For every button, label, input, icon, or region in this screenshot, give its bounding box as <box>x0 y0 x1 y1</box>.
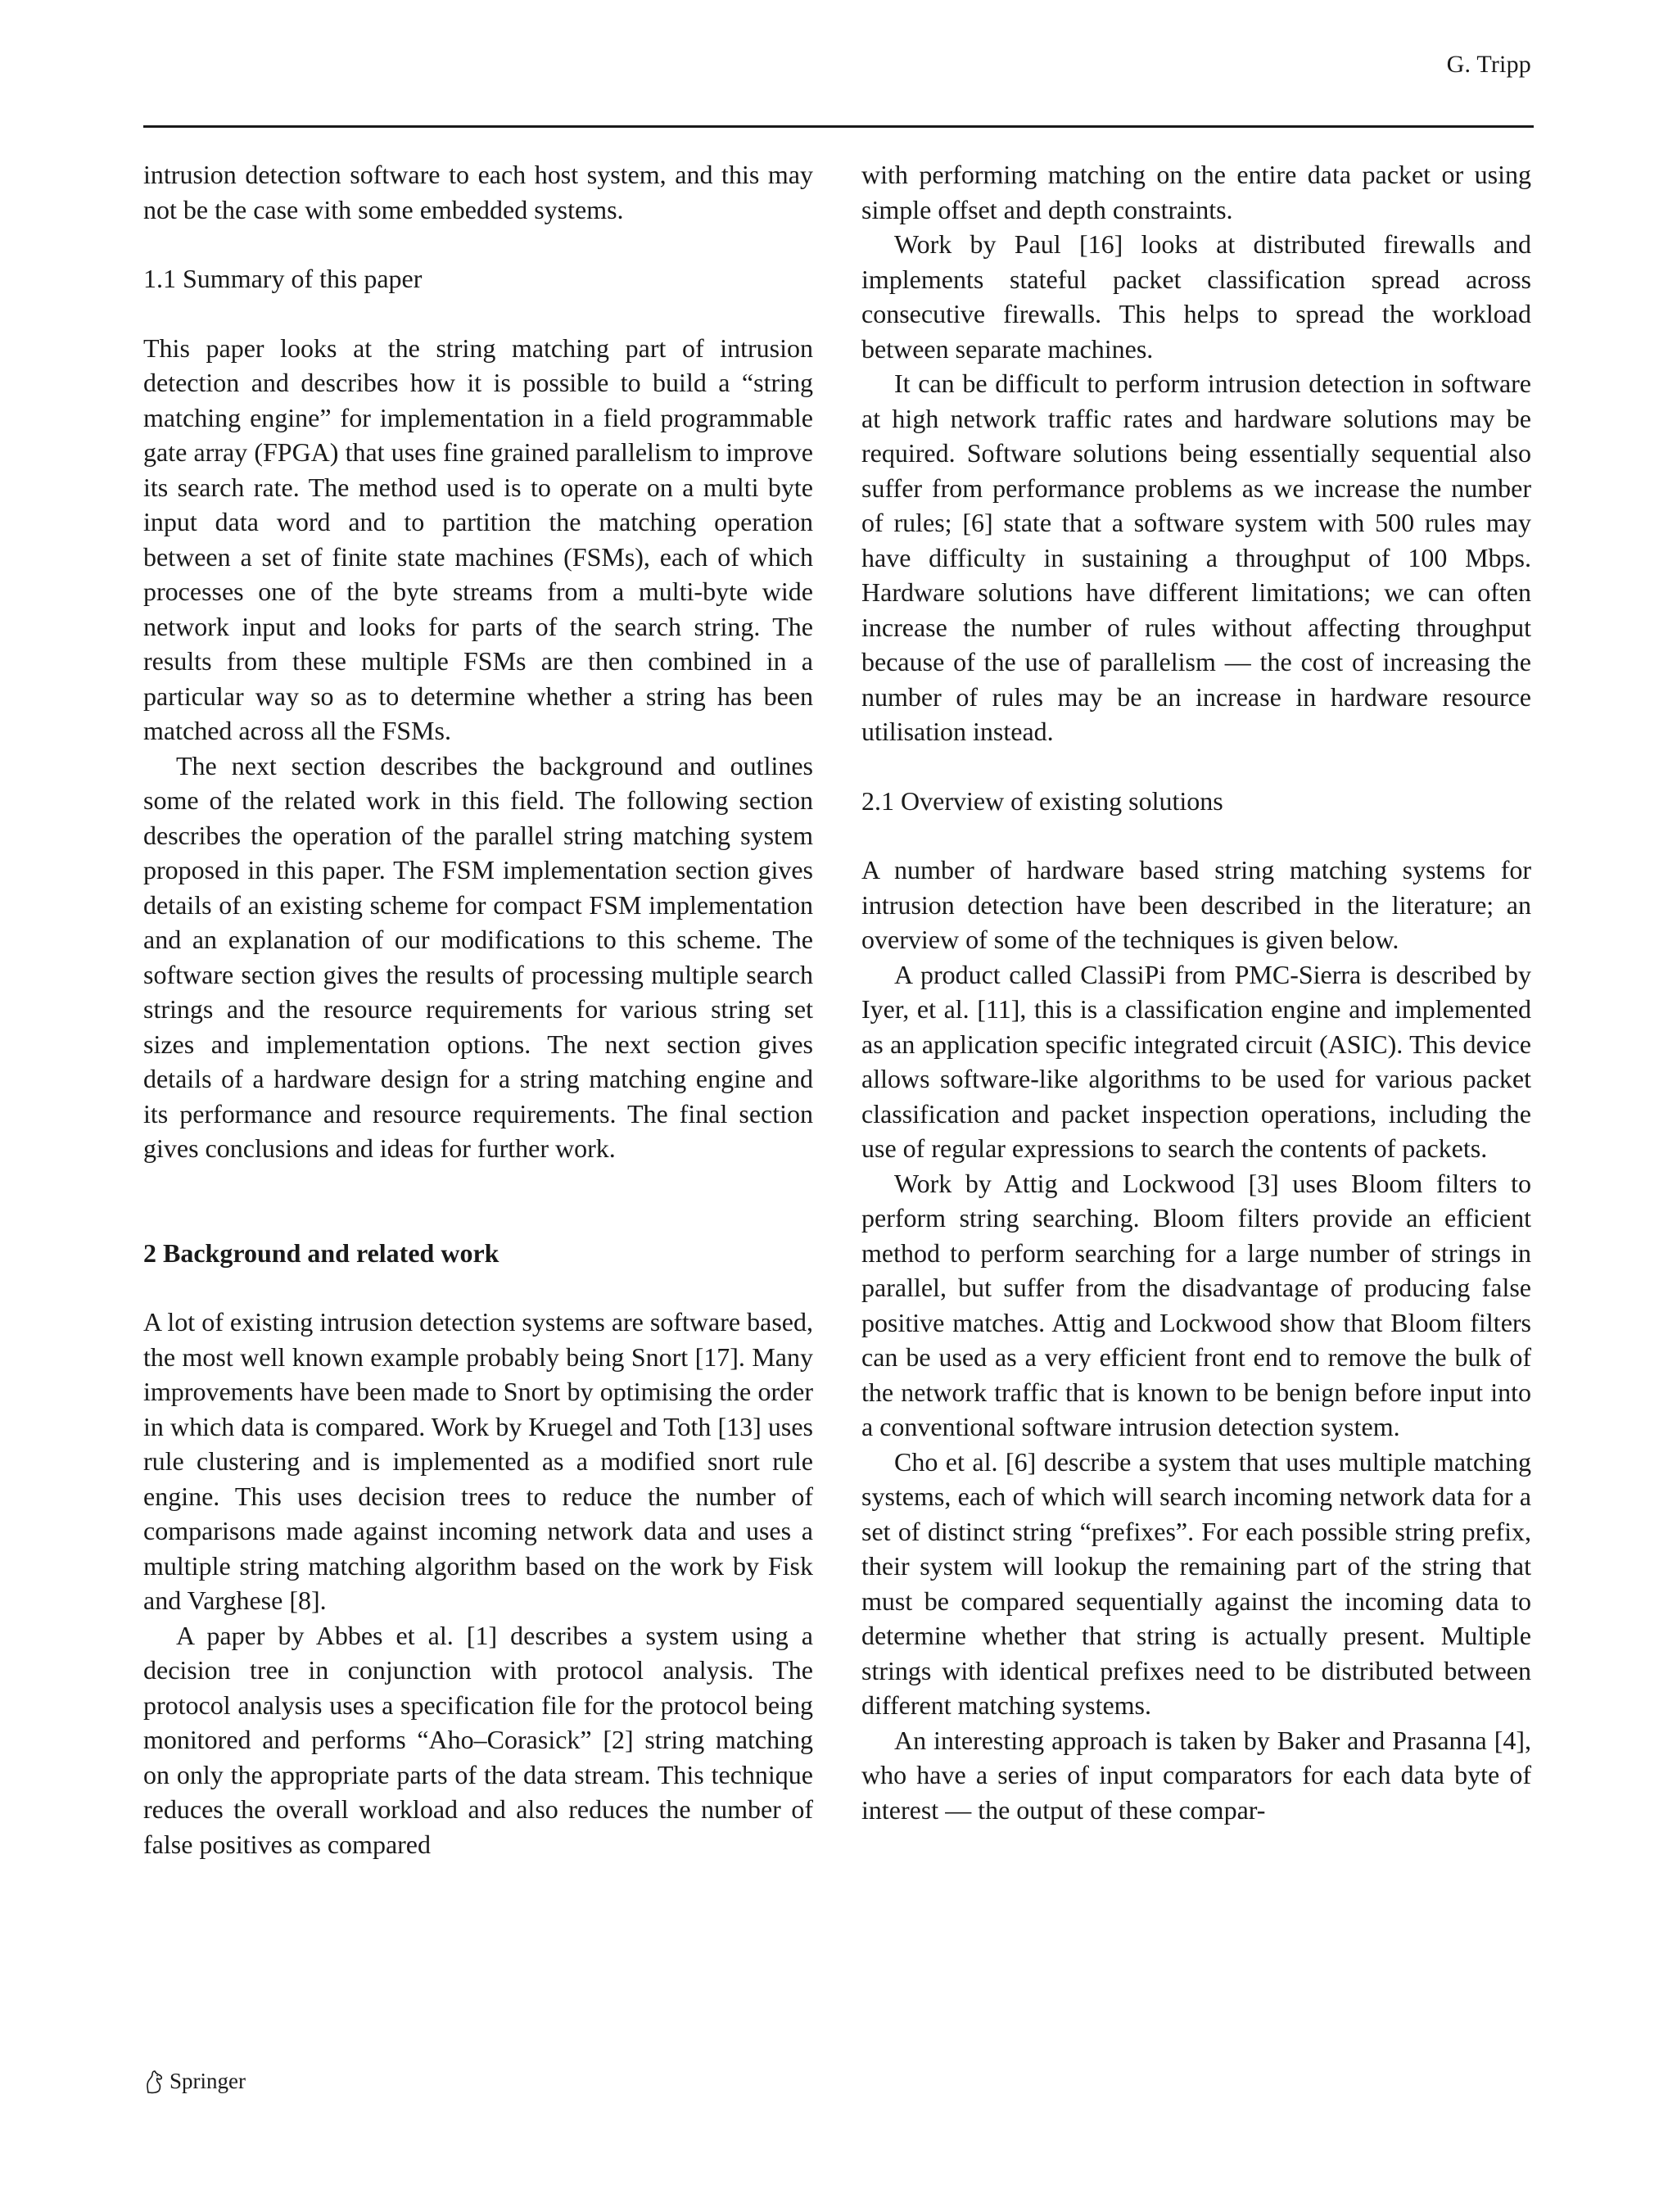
paragraph-paul: Work by Paul [16] looks at distributed firewalls and implements stateful packet classification spread across consecutive firewalls. This helps to spread the workload between separate machines. <box>861 229 1531 364</box>
right-column <box>861 157 1531 1827</box>
running-head: G. Tripp <box>1446 51 1531 78</box>
paragraph-baker: An interesting approach is taken by Baker and Prasanna [4], who have a series of input comparators for each data byte of interest — the output of these compar- <box>861 1725 1531 1825</box>
paragraph-attig: Work by Attig and Lockwood [3] uses Bloom filters to perform string searching. Bloom filters provide an efficient method to perform searching for a large number of strings in parallel, but suffer from the disadvantage of producing false positive matches. Attig and Lockwood show that Bloom filters can be used as a very efficient front end to remove the bulk of the network traffic that is known to be benign before input into a conventional software intrusion detection system. <box>861 1168 1531 1441</box>
left-column <box>143 157 813 1861</box>
paragraph-background-1: A lot of existing intrusion detection systems are software based, the most well known example probably being Snort [17]. Many improvements have been made to Snort by optimising the order in which data is compared. Work by Kruegel and Toth [13] uses rule clustering and is implemented as a modified snort rule engine. This uses decision trees to reduce the number of comparisons made against incoming network data and uses a multiple string matching algorithm based on the work by Fisk and Varghese [8]. <box>143 1307 813 1615</box>
paragraph-difficult: It can be difficult to perform intrusion detection in software at high network traffic rates and hardware solutions may be required. Software solutions being essentially sequential also suffer from performance problems as we increase the number of rules; [6] state that a software system with 500 rules may have difficulty in sustaining a throughput of 100 Mbps. Hardware solutions have different limitations; we can often increase the number of rules without affecting throughput because of the use of parallelism — the cost of increasing the number of rules may be an increase in hardware resource utilisation instead. <box>861 369 1531 746</box>
header-rule <box>143 125 1534 128</box>
subsection-heading-2-1: 2.1 Overview of existing solutions <box>861 785 1223 816</box>
subsection-heading-1-1: 1.1 Summary of this paper <box>143 264 423 293</box>
publisher-name: Springer <box>170 2069 246 2093</box>
paragraph-classipi: A product called ClassiPi from PMC-Sierra is described by Iyer, et al. [11], this is a classification engine and implemented as an application specific integrated circuit (ASIC). This device allows software-like algorithms to be used for various packet classification and packet inspection operations, including the use of regular expressions to search the contents of packets. <box>861 959 1531 1163</box>
paragraph-summary-2: The next section describes the background and outlines some of the related work in this field. The following section describes the operation of the parallel string matching system proposed in this paper. The FSM implementation section gives details of an existing scheme for compact FSM implementation and an explanation of our modifications to this scheme. The software section gives the results of processing multiple search strings and the resource requirements for various string set sizes and implementation options. The next section gives details of a hardware design for a string matching engine and its performance and resource requirements. The final section gives conclusions and ideas for further work. <box>143 750 813 1163</box>
paragraph-background-2: A paper by Abbes et al. [1] describes a system using a decision tree in conjunction with protocol analysis. The protocol analysis uses a specification file for the protocol being monitored and performs “Aho–Corasick” [2] string matching on only the appropriate parts of the data stream. This technique reduces the overall workload and also reduces the number of false positives as compared <box>143 1620 813 1859</box>
paragraph-summary-1: This paper looks at the string matching part of intrusion detection and describes how it is possible to build a “string matching engine” for implementation in a field programmable gate array (FPGA) that uses fine grained parallelism to improve its search rate. The method used is to operate on a multi byte input data word and to partition the matching operation between a set of finite state machines (FSMs), each of which processes one of the byte streams from a multi-byte wide network input and looks for parts of the search string. The results from these multiple FSMs are then combined in a particular way so as to determine whether a string has been matched across all the FSMs. <box>143 332 813 745</box>
footer <box>143 2069 246 2094</box>
springer-horse-icon <box>143 2070 165 2094</box>
paragraph-intro-continued: intrusion detection software to each host system, and this may not be the case with some embedded systems. <box>143 160 813 224</box>
section-heading-2: 2 Background and related work <box>143 1237 499 1268</box>
paragraph-overview: A number of hardware based string matching systems for intrusion detection have been described in the literature; an overview of some of the techniques is given below. <box>861 855 1531 954</box>
paragraph-cho: Cho et al. [6] describe a system that uses multiple matching systems, each of which will search incoming network data for a set of distinct string “prefixes”. For each possible string prefix, their system will lookup the remaining part of the string that must be compared sequentially against the incoming data to determine whether that string is actually present. Multiple strings with identical prefixes need to be distributed between different matching systems. <box>861 1446 1531 1720</box>
paragraph-continued: with performing matching on the entire data packet or using simple offset and depth constraints. <box>861 160 1531 224</box>
